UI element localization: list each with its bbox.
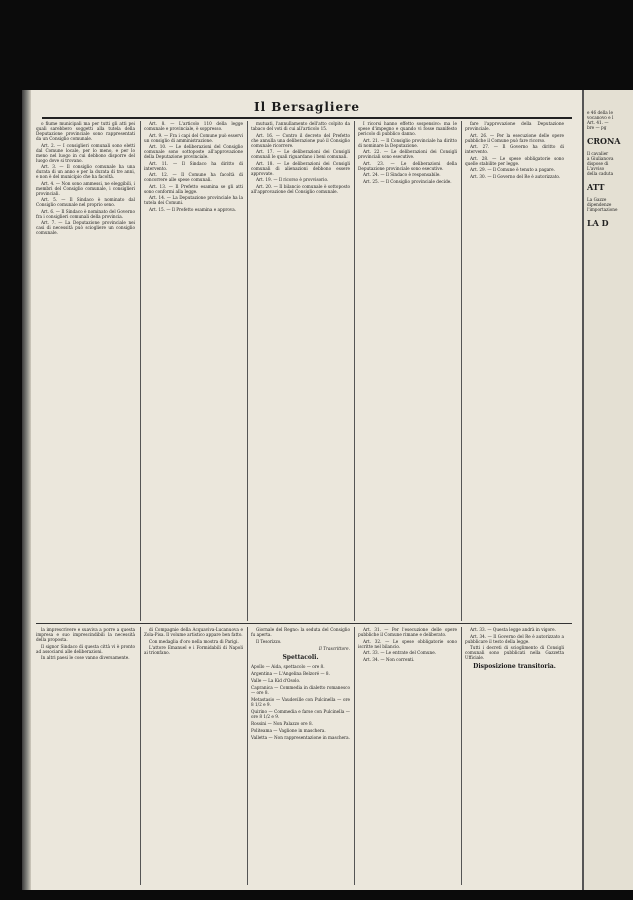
- text-paragraph: Art. 7. — La Deputazione provinciale nei casi di necessità può sciogliere un consiglio comunale.: [36, 220, 135, 235]
- text-paragraph: o fiume municipali ma per tutti gli atti pei quali sarebbero soggetti alla tutela della Deputazione provinciale sono rappresentati da un Consiglio comunale.: [36, 121, 135, 141]
- text-paragraph: Il cavalier: [587, 151, 609, 156]
- text-paragraph: Art. 8. — L'articolo 110 della legge comunale e provinciale, è soppresso.: [144, 121, 243, 131]
- signature: Il Trascrittore.: [318, 645, 350, 651]
- text-paragraph: Art. 34. — Il Governo del Re è autorizzato a pubblicare il testo della legge.: [465, 633, 564, 644]
- column-5: [465, 121, 564, 621]
- text-paragraph: Art. 41. —: [587, 120, 609, 125]
- column-divider: [461, 121, 462, 621]
- bottom-column-2: [144, 627, 243, 885]
- text-paragraph: Art. 10. — Le deliberazioni del Consiglio comunale sono sottoposte all'approvazione della Deputazione provinciale.: [144, 144, 243, 159]
- bottom-column-5: [465, 627, 564, 885]
- bottom-column-5-text: [465, 627, 564, 660]
- bottom-column-3: [251, 627, 350, 885]
- column-1: [36, 121, 135, 621]
- adjacent-page: [582, 90, 633, 890]
- bottom-column-4: [358, 627, 457, 885]
- column-3: [251, 121, 350, 621]
- text-paragraph: Art. 25. — Il Consiglio provinciale decide.: [363, 178, 452, 184]
- column-divider: [140, 627, 141, 885]
- text-paragraph: Art. 16. — Contro il decreto del Prefetto che annulla una deliberazione può il Consiglio comunale ricorrere.: [251, 132, 350, 148]
- text-paragraph: Metastasio — Vaudeville con Pulcinella — ore 8 1/2 e 9.: [251, 696, 350, 707]
- text-paragraph: Art. 9. — Fra i capi del Comune può esservi un consiglio di amministrazione.: [144, 132, 243, 143]
- text-paragraph: In altri paesi le cose vanno diversamente.: [41, 655, 130, 660]
- text-paragraph: Art. 31. — Per l'esecuzione delle opere pubbliche il Comune rimane e deliberato.: [358, 627, 457, 637]
- bottom-column-3-text: [251, 627, 350, 644]
- text-paragraph: Valletta — Non rappresentazione in maschera.: [251, 734, 350, 740]
- text-paragraph: Apollo — Aida, spettacolo — ore 8.: [251, 663, 325, 669]
- text-paragraph: Art. 2. — I consiglieri comunali sono eletti dal Comune locale, per lo meno, e per lo meno nel luogo in cui debbono disporre del luogo dove si trovano.: [36, 142, 135, 163]
- text-paragraph: la imprescrivere e suaviva a porre a questa impresa e suo imprescindibili la necessità della proposta.: [36, 627, 135, 642]
- text-paragraph: Art. 19. — Il ricorso è provvisorio.: [256, 177, 329, 182]
- text-paragraph: bre — pg: [587, 125, 607, 130]
- adjacent-page-mid-lines: [584, 151, 633, 176]
- column-2: [144, 121, 243, 621]
- text-paragraph: Argentina — L'Angelina Belzoré — 8.: [251, 670, 330, 676]
- header-rule: [42, 117, 572, 119]
- text-paragraph: I ricorsi hanno effetto sospensivo: ma le spese d'impegno e quando vi fosse manifesto pericolo di pubblico danno.: [358, 121, 457, 136]
- text-paragraph: Art. 29. — Il Comune è tenuto a pagare.: [470, 167, 555, 172]
- text-paragraph: Capranica — Commedia in dialetto romanesco — ore 8.: [251, 684, 350, 695]
- text-paragraph: La Gazze: [587, 197, 607, 202]
- text-paragraph: di Compagnie della Acquaviva-Lucanuova e Zola-Pisa. Il volume artistico appare ben fatto.: [144, 627, 243, 637]
- text-paragraph: Art. 17. — Le deliberazioni dei Consigli comunali le quali riguardano i beni comunali.: [251, 149, 350, 159]
- column-divider: [354, 627, 355, 885]
- text-paragraph: vocanovo e l: [587, 115, 614, 120]
- text-paragraph: Art. 22. — Le deliberazioni dei Consigli provinciali sono esecutive.: [358, 149, 457, 159]
- transitory-heading: Disposizione transitoria.: [473, 663, 556, 670]
- page-gutter-shadow: [22, 90, 31, 890]
- column-divider: [140, 121, 141, 621]
- column-4: [358, 121, 457, 621]
- newspaper-page: [22, 90, 582, 890]
- text-paragraph: Art. 11. — Il Sindaco ha diritto di intervento.: [144, 160, 243, 171]
- text-paragraph: Rossini — Non Palazzo ore 8.: [251, 720, 313, 726]
- text-paragraph: Art. 4. — Non sono ammessi, ne eleggibili, i membri del Consiglio comunale, i consiglieri provinciali.: [36, 180, 135, 196]
- adjacent-heading-1: CRONA: [587, 136, 621, 146]
- text-paragraph: Art. 13. — Il Prefetto esamina se gli atti sono conformi alla legge.: [144, 183, 243, 194]
- text-paragraph: dispose di: [587, 161, 609, 166]
- text-paragraph: Art. 20. — Il bilancio comunale è sottoposto all'approvazione del Consiglio comunale.: [251, 183, 350, 194]
- spettacoli-heading: Spettacoli.: [282, 653, 319, 661]
- bottom-column-1: [36, 627, 135, 885]
- text-paragraph: e 46 della le: [587, 110, 613, 115]
- adjacent-heading-3: LA D: [587, 218, 609, 228]
- text-paragraph: mutuati, l'annullamento dell'atto colpito da tabaco del voti di cui all'articolo 15.: [251, 121, 350, 131]
- text-paragraph: Tutti i decreti di scioglimento di Consigli comunali sono pubblicati nella Gazzetta Ufficiale.: [465, 645, 564, 660]
- text-paragraph: Il Tesorizzo.: [256, 638, 282, 644]
- text-paragraph: dipendenze: [587, 202, 612, 207]
- page-header-title: Il Bersagliere: [253, 100, 361, 114]
- column-divider: [247, 121, 248, 621]
- text-paragraph: Art. 33. — Questa legge andrà in vigore.: [470, 627, 556, 632]
- text-paragraph: Art. 23. — Le deliberazioni della Deputazione provinciale sono esecutive.: [358, 160, 457, 171]
- text-paragraph: Giornale del Regno: la seduta del Consiglio fu aperta.: [251, 627, 350, 637]
- text-paragraph: a Giulianova: [587, 156, 614, 161]
- section-rule: [36, 623, 572, 624]
- column-divider: [354, 121, 355, 621]
- text-paragraph: Politeama — Vaglione in maschera.: [251, 727, 326, 733]
- adjacent-page-low-lines: [584, 197, 633, 212]
- text-paragraph: Art. 34. — Non correnti.: [363, 656, 415, 662]
- text-paragraph: Art. 6. — Il Sindaco è nominato del Governo fra i consiglieri comunali della provincia.: [36, 208, 135, 219]
- text-paragraph: Art. 32. — Le spese obbligatorie sono iscritte nel bilancio.: [358, 638, 457, 649]
- column-divider: [461, 627, 462, 885]
- text-paragraph: Art. 26. — Per la esecuzione delle opere pubbliche il Comune può fare ricorso.: [465, 132, 564, 143]
- text-paragraph: Art. 14. — La Deputazione provinciale ha la tutela dei Comuni.: [144, 195, 243, 205]
- text-paragraph: l'importazione: [587, 207, 618, 212]
- text-paragraph: L'attore Emanuel e i Formidabili di Napoli ai trionfano.: [144, 645, 243, 655]
- text-paragraph: L'avviso: [587, 166, 605, 171]
- text-paragraph: Quirino — Commedia e farse con Pulcinella — ore 8 1/2 e 9.: [251, 708, 350, 719]
- text-paragraph: Art. 30. — Il Governo del Re è autorizzato.: [470, 173, 561, 179]
- text-paragraph: Il signor Sindaco di questa città vi è pronto ad associarsi alle deliberazioni.: [36, 643, 135, 654]
- text-paragraph: Art. 3. — Il consiglio comunale ha una durata di un anno e per la durata di tre anni, e non è del municipio che ha facoltà.: [36, 164, 135, 179]
- text-paragraph: Art. 27. — Il Governo ha diritto di intervento.: [465, 144, 564, 154]
- adjacent-heading-2: ATT: [587, 182, 605, 192]
- adjacent-page-top-lines: [584, 110, 633, 130]
- text-paragraph: Art. 18. — Le deliberazioni dei Consigli comunali di alienazioni debbono essere approvate.: [251, 160, 350, 176]
- text-paragraph: Art. 33. — Le entrate del Comune.: [363, 650, 437, 655]
- text-paragraph: Art. 5. — Il Sindaco è nominato dal Consiglio comunale nel proprio seno.: [36, 197, 135, 207]
- text-paragraph: Art. 28. — Le spese obbligatorie sono quelle stabilite per legge.: [465, 155, 564, 166]
- text-paragraph: Art. 12. — Il Comune ha facoltà di concorrere alle spese comunali.: [144, 172, 243, 182]
- text-paragraph: Art. 15. — Il Prefetto esamina e approva.: [149, 206, 237, 212]
- text-paragraph: Art. 21. — Il Consiglio provinciale ha diritto di nominare la Deputazione.: [358, 137, 457, 148]
- text-paragraph: Con medaglia d'oro nella mostra di Parigi.: [149, 638, 239, 644]
- text-paragraph: fare l'approvazione della Deputazione provinciale.: [465, 121, 564, 131]
- column-divider: [247, 627, 248, 885]
- spettacoli-list: [251, 664, 350, 740]
- text-paragraph: della caduta: [587, 171, 614, 176]
- text-paragraph: Art. 24. — Il Sindaco è responsabile.: [363, 172, 441, 177]
- text-paragraph: Valle — La Kid d'Osolo.: [251, 677, 301, 683]
